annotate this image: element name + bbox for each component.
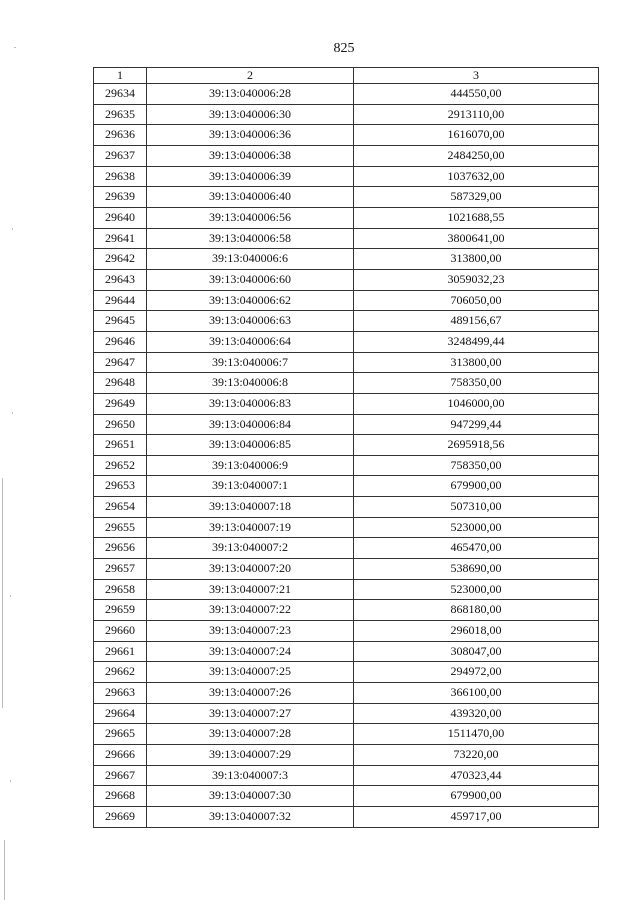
table-header: [94, 68, 599, 84]
row-number-cell: 29641: [94, 228, 147, 249]
value-cell: 313800,00: [354, 352, 599, 373]
cadastral-number-cell: 39:13:040006:28: [147, 84, 354, 105]
row-number-cell: 29640: [94, 207, 147, 228]
value-cell: 1511470,00: [354, 724, 599, 745]
page-number: 825: [333, 41, 355, 56]
row-number-cell: 29665: [94, 724, 147, 745]
cadastral-number-cell: 39:13:040007:23: [147, 621, 354, 642]
cadastral-number-cell: 39:13:040006:38: [147, 145, 354, 166]
value-cell: 465470,00: [354, 538, 599, 559]
value-cell: 507310,00: [354, 497, 599, 518]
cadastral-number-cell: 39:13:040007:32: [147, 806, 354, 827]
column-header-value: 3: [354, 68, 599, 84]
table-row: [94, 538, 599, 559]
table-row: [94, 497, 599, 518]
value-cell: 3800641,00: [354, 228, 599, 249]
cadastral-number-cell: 39:13:040007:1: [147, 476, 354, 497]
cadastral-number-cell: 39:13:040007:25: [147, 662, 354, 683]
row-number-cell: 29639: [94, 187, 147, 208]
row-number-cell: 29656: [94, 538, 147, 559]
cadastral-number-cell: 39:13:040006:9: [147, 455, 354, 476]
row-number-cell: 29650: [94, 414, 147, 435]
row-number-cell: 29654: [94, 497, 147, 518]
cadastral-number-cell: 39:13:040007:30: [147, 786, 354, 807]
cadastral-number-cell: 39:13:040006:7: [147, 352, 354, 373]
scan-mark: [12, 412, 13, 414]
cadastral-number-cell: 39:13:040006:58: [147, 228, 354, 249]
row-number-cell: 29655: [94, 517, 147, 538]
row-number-cell: 29663: [94, 683, 147, 704]
value-cell: 679900,00: [354, 476, 599, 497]
value-cell: 523000,00: [354, 579, 599, 600]
value-cell: 1616070,00: [354, 125, 599, 146]
cadastral-table: [93, 67, 599, 828]
value-cell: 296018,00: [354, 621, 599, 642]
value-cell: 2484250,00: [354, 145, 599, 166]
cadastral-number-cell: 39:13:040007:18: [147, 497, 354, 518]
row-number-cell: 29645: [94, 311, 147, 332]
table-row: [94, 621, 599, 642]
row-number-cell: 29653: [94, 476, 147, 497]
cadastral-number-cell: 39:13:040006:83: [147, 393, 354, 414]
table-row: [94, 125, 599, 146]
value-cell: 1037632,00: [354, 166, 599, 187]
table-row: [94, 290, 599, 311]
value-cell: 2913110,00: [354, 104, 599, 125]
cadastral-number-cell: 39:13:040006:84: [147, 414, 354, 435]
row-number-cell: 29664: [94, 703, 147, 724]
cadastral-number-cell: 39:13:040007:26: [147, 683, 354, 704]
row-number-cell: 29657: [94, 559, 147, 580]
row-number-cell: 29652: [94, 455, 147, 476]
value-cell: 3248499,44: [354, 331, 599, 352]
value-cell: 679900,00: [354, 786, 599, 807]
row-number-cell: 29659: [94, 600, 147, 621]
row-number-cell: 29648: [94, 373, 147, 394]
cadastral-number-cell: 39:13:040006:64: [147, 331, 354, 352]
table-row: [94, 373, 599, 394]
value-cell: 489156,67: [354, 311, 599, 332]
cadastral-number-cell: 39:13:040006:56: [147, 207, 354, 228]
table-row: [94, 311, 599, 332]
cadastral-number-cell: 39:13:040007:21: [147, 579, 354, 600]
table-row: [94, 393, 599, 414]
row-number-cell: 29636: [94, 125, 147, 146]
value-cell: 439320,00: [354, 703, 599, 724]
table-row: [94, 517, 599, 538]
value-cell: 2695918,56: [354, 435, 599, 456]
table-row: [94, 724, 599, 745]
header-row: [94, 68, 599, 84]
row-number-cell: 29662: [94, 662, 147, 683]
table-row: [94, 352, 599, 373]
table-row: [94, 435, 599, 456]
value-cell: 758350,00: [354, 373, 599, 394]
table-body: [94, 84, 599, 828]
cadastral-number-cell: 39:13:040007:29: [147, 745, 354, 766]
cadastral-number-cell: 39:13:040006:39: [147, 166, 354, 187]
row-number-cell: 29644: [94, 290, 147, 311]
value-cell: 313800,00: [354, 249, 599, 270]
scan-mark: [4, 840, 5, 900]
table-row: [94, 559, 599, 580]
table-row: [94, 104, 599, 125]
cadastral-number-cell: 39:13:040007:22: [147, 600, 354, 621]
row-number-cell: 29638: [94, 166, 147, 187]
row-number-cell: 29661: [94, 641, 147, 662]
table-row: [94, 228, 599, 249]
scan-mark: [2, 478, 3, 708]
value-cell: 308047,00: [354, 641, 599, 662]
row-number-cell: 29669: [94, 806, 147, 827]
table-row: [94, 269, 599, 290]
value-cell: 294972,00: [354, 662, 599, 683]
value-cell: 366100,00: [354, 683, 599, 704]
table-row: [94, 765, 599, 786]
cadastral-number-cell: 39:13:040006:8: [147, 373, 354, 394]
row-number-cell: 29668: [94, 786, 147, 807]
table-row: [94, 600, 599, 621]
row-number-cell: 29637: [94, 145, 147, 166]
row-number-cell: 29647: [94, 352, 147, 373]
value-cell: 758350,00: [354, 455, 599, 476]
cadastral-number-cell: 39:13:040006:63: [147, 311, 354, 332]
table-row: [94, 806, 599, 827]
row-number-cell: 29646: [94, 331, 147, 352]
value-cell: 706050,00: [354, 290, 599, 311]
column-header-cadastral-number: 2: [147, 68, 354, 84]
cadastral-number-cell: 39:13:040007:28: [147, 724, 354, 745]
scan-mark: [10, 780, 11, 782]
table-row: [94, 187, 599, 208]
row-number-cell: 29634: [94, 84, 147, 105]
scan-mark: [14, 47, 16, 48]
cadastral-number-cell: 39:13:040007:20: [147, 559, 354, 580]
value-cell: 444550,00: [354, 84, 599, 105]
value-cell: 3059032,23: [354, 269, 599, 290]
cadastral-number-cell: 39:13:040006:36: [147, 125, 354, 146]
cadastral-number-cell: 39:13:040006:62: [147, 290, 354, 311]
cadastral-number-cell: 39:13:040006:85: [147, 435, 354, 456]
table-row: [94, 455, 599, 476]
value-cell: 538690,00: [354, 559, 599, 580]
row-number-cell: 29649: [94, 393, 147, 414]
table-row: [94, 145, 599, 166]
row-number-cell: 29666: [94, 745, 147, 766]
row-number-cell: 29635: [94, 104, 147, 125]
scan-mark: [12, 228, 13, 230]
scan-mark: [10, 595, 11, 597]
table-row: [94, 414, 599, 435]
table-row: [94, 84, 599, 105]
cadastral-number-cell: 39:13:040007:3: [147, 765, 354, 786]
cadastral-number-cell: 39:13:040006:40: [147, 187, 354, 208]
table-row: [94, 641, 599, 662]
cadastral-number-cell: 39:13:040006:6: [147, 249, 354, 270]
table-row: [94, 703, 599, 724]
row-number-cell: 29642: [94, 249, 147, 270]
row-number-cell: 29651: [94, 435, 147, 456]
table-row: [94, 331, 599, 352]
table-row: [94, 476, 599, 497]
cadastral-number-cell: 39:13:040007:27: [147, 703, 354, 724]
cadastral-number-cell: 39:13:040007:2: [147, 538, 354, 559]
value-cell: 947299,44: [354, 414, 599, 435]
table-row: [94, 786, 599, 807]
table-row: [94, 683, 599, 704]
value-cell: 523000,00: [354, 517, 599, 538]
cadastral-number-cell: 39:13:040007:19: [147, 517, 354, 538]
value-cell: 73220,00: [354, 745, 599, 766]
cadastral-number-cell: 39:13:040006:30: [147, 104, 354, 125]
row-number-cell: 29667: [94, 765, 147, 786]
cadastral-number-cell: 39:13:040006:60: [147, 269, 354, 290]
row-number-cell: 29658: [94, 579, 147, 600]
table-row: [94, 249, 599, 270]
table-row: [94, 745, 599, 766]
value-cell: 470323,44: [354, 765, 599, 786]
value-cell: 459717,00: [354, 806, 599, 827]
row-number-cell: 29660: [94, 621, 147, 642]
row-number-cell: 29643: [94, 269, 147, 290]
table-row: [94, 662, 599, 683]
value-cell: 868180,00: [354, 600, 599, 621]
value-cell: 587329,00: [354, 187, 599, 208]
table-row: [94, 207, 599, 228]
table-row: [94, 579, 599, 600]
value-cell: 1046000,00: [354, 393, 599, 414]
value-cell: 1021688,55: [354, 207, 599, 228]
column-header-number: 1: [94, 68, 147, 84]
cadastral-number-cell: 39:13:040007:24: [147, 641, 354, 662]
table-row: [94, 166, 599, 187]
